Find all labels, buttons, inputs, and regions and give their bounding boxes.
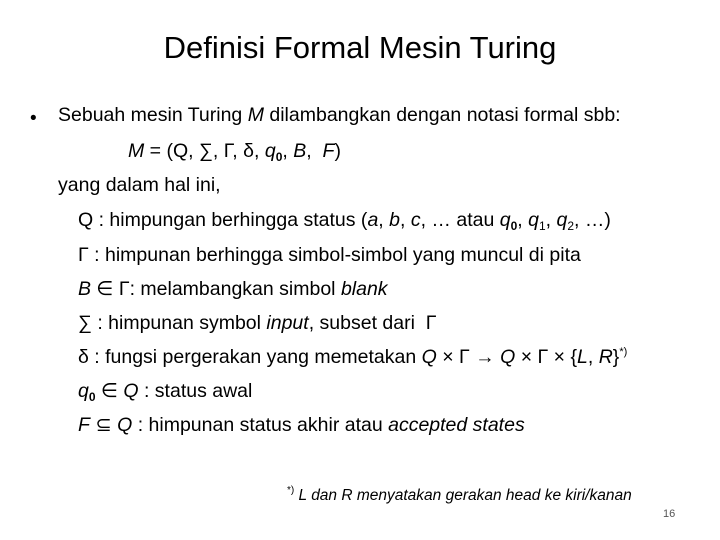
page-number: 16 xyxy=(663,508,676,520)
line-7-sigma: ∑ : himpunan symbol input, subset dari Γ xyxy=(78,312,437,334)
line-9-q0: $q_0$ ∈ Q : status awal xyxy=(78,380,253,404)
footnote: *) L dan R menyatakan gerakan head ke kiri/kanan xyxy=(287,485,632,504)
line-3: yang dalam hal ini, xyxy=(58,174,221,196)
line-1: Sebuah mesin Turing M dilambangkan dengan notasi formal sbb: xyxy=(58,104,621,126)
line-10-F: F ⊆ Q : himpunan status akhir atau accepted states xyxy=(78,414,525,436)
line-6-blank: B ∈ Γ: melambangkan simbol blank xyxy=(78,278,388,300)
line-2-tuple: M = (Q, ∑, Γ, δ, $q_0$, B, F) xyxy=(128,140,341,164)
slide-title: Definisi Formal Mesin Turing xyxy=(163,30,557,65)
line-5-gamma: Γ : himpunan berhingga simbol-simbol yang muncul di pita xyxy=(78,244,581,266)
line-4-Q: Q : himpungan berhingga status (a, b, c, … atau $q_0$, $q_1$, $q_2$, …) xyxy=(78,209,611,233)
bullet-marker: • xyxy=(30,108,37,129)
line-8-delta: δ : fungsi pergerakan yang memetakan Q × Γ → Q × Γ × {L, R}*) xyxy=(78,346,628,368)
